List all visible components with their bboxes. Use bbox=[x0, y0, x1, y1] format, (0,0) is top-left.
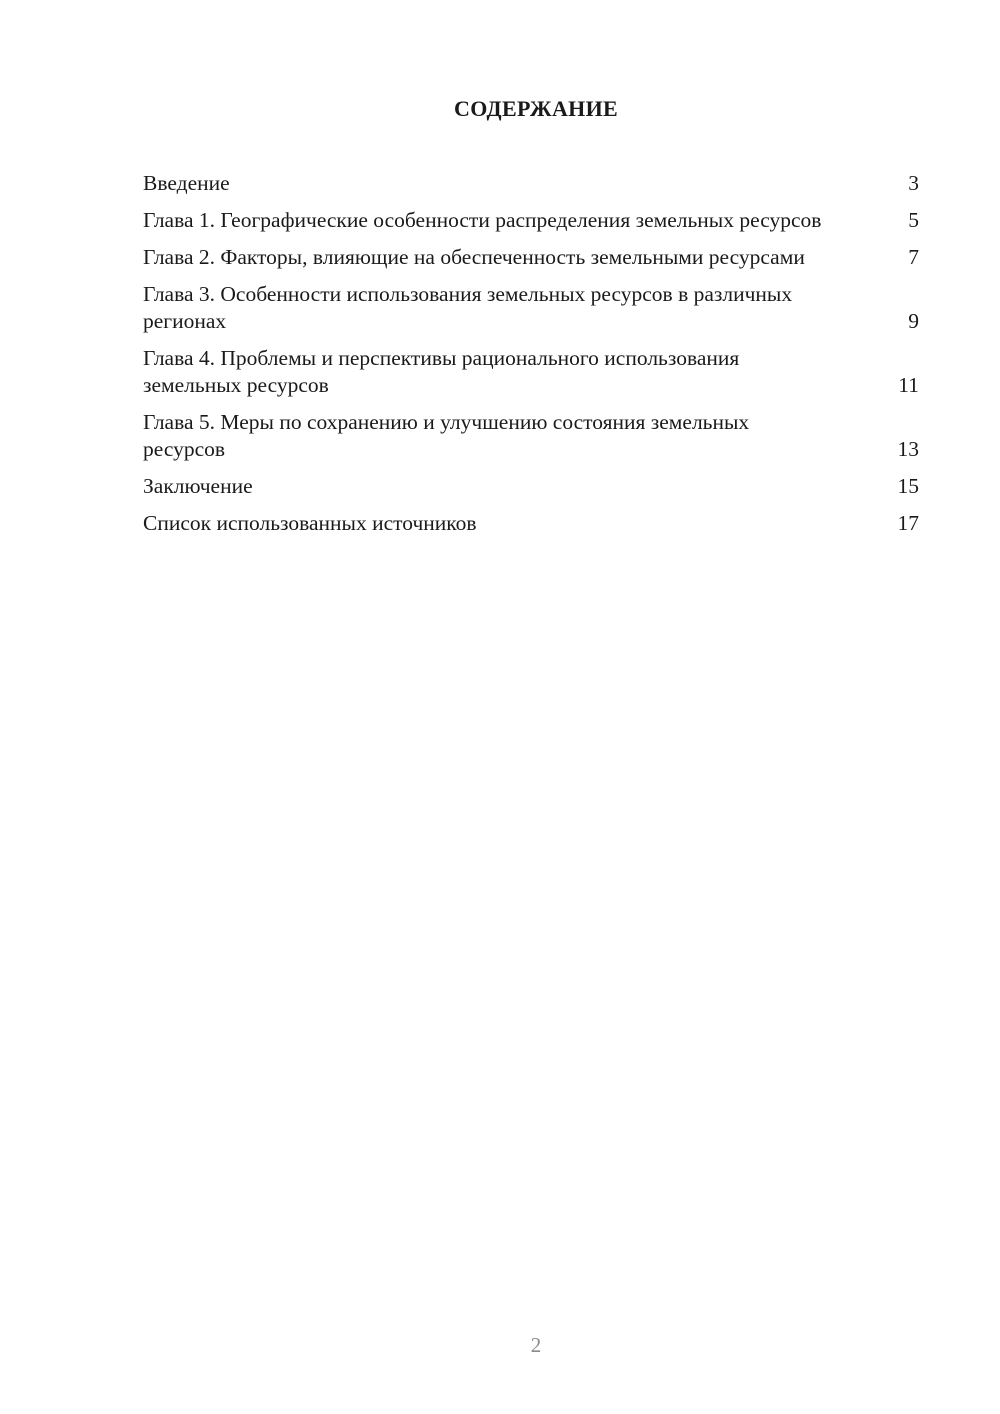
toc-entry-chapter-4 bbox=[143, 345, 919, 399]
toc-entry-page: 15 bbox=[897, 474, 919, 498]
toc-entry-text: Введение bbox=[143, 171, 230, 195]
toc-entry-text: Глава 5. Меры по сохранению и улучшению состояния земельных ресурсов bbox=[143, 410, 750, 461]
toc-entry-text: Заключение bbox=[143, 474, 253, 498]
toc-entry-text: Глава 4. Проблемы и перспективы рационального использования земельных ресурсов bbox=[143, 346, 740, 397]
toc-entry-page: 3 bbox=[908, 171, 919, 195]
toc-entry-text: Глава 2. Факторы, влияющие на обеспеченность земельными ресурсами bbox=[143, 245, 805, 269]
toc-entry-introduction bbox=[143, 170, 919, 197]
toc-entry-chapter-2 bbox=[143, 244, 919, 271]
toc-entry-chapter-5 bbox=[143, 409, 919, 463]
page-title: СОДЕРЖАНИЕ bbox=[454, 96, 618, 121]
toc-entry-chapter-3 bbox=[143, 281, 919, 335]
toc-entry-page: 17 bbox=[897, 511, 919, 535]
toc-entry-page: 7 bbox=[908, 245, 919, 269]
toc-entry-conclusion bbox=[143, 473, 919, 500]
toc-entry-page: 11 bbox=[898, 373, 919, 397]
toc-entry-references bbox=[143, 510, 919, 537]
toc-entry-page: 5 bbox=[908, 208, 919, 232]
toc-entry-page: 13 bbox=[897, 437, 919, 461]
toc-entry-text: Глава 1. Географические особенности распределения земельных ресурсов bbox=[143, 208, 822, 232]
toc-entry-text: Список использованных источников bbox=[143, 511, 477, 535]
toc-entry-page: 9 bbox=[908, 309, 919, 333]
page-number: 2 bbox=[530, 1333, 542, 1357]
toc-entry-text: Глава 3. Особенности использования земельных ресурсов в различных регионах bbox=[143, 282, 793, 333]
toc-entry-chapter-1 bbox=[143, 207, 919, 234]
table-of-contents bbox=[143, 170, 919, 547]
